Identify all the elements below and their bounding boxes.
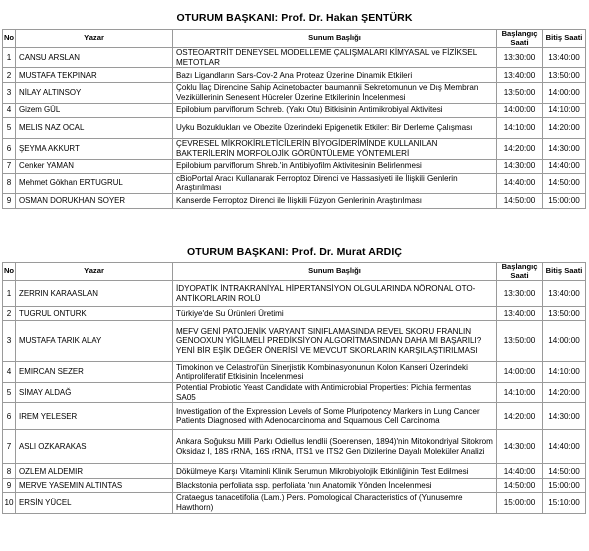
table-row	[3, 159, 586, 173]
header-topic: Sunum Başlığı	[173, 30, 497, 48]
author-name: ZERRIN KARAASLAN	[16, 281, 173, 307]
start-time: 14:30:00	[497, 159, 543, 173]
end-time: 14:40:00	[543, 430, 586, 464]
presentation-title: Çoklu İlaç Direncine Sahip Acinetobacter baumannii Sekretomunun ve Dış Membran Veziküllerinin Senesent Hücreler Üzerine Etkilerinin İncelenmesi	[173, 83, 497, 103]
table-row	[3, 403, 586, 430]
session-2-table	[2, 262, 586, 514]
end-time: 15:00:00	[543, 193, 586, 208]
table-row	[3, 173, 586, 193]
end-time: 13:50:00	[543, 307, 586, 321]
author-name: NİLAY ALTINSOY	[16, 83, 173, 103]
presentation-title: İDYOPATİK İNTRAKRANİYAL HİPERTANSİYON OLGULARINDA NÖRONAL OTO-ANTİKORLARIN ROLÜ	[173, 281, 497, 307]
author-name: OSMAN DORUKHAN SOYER	[16, 193, 173, 208]
table-row	[3, 321, 586, 362]
presentation-title: MEFV GENİ PATOJENİK VARYANT SINIFLAMASINDA REVEL SKORU FRANLIN GENOOXUN YİĞİLMELİ PREDİKSİYON ALGORİTMASINDAN DAHA MI BAŞARILI? YENİ BİR EŞİK DEĞER ÖNERİSİ VE MEVCUT SKORLARIN KARŞILAŞTIRILMASI	[173, 321, 497, 362]
row-number: 2	[3, 307, 16, 321]
row-number: 9	[3, 479, 16, 493]
table-row	[3, 307, 586, 321]
header-author: Yazar	[16, 263, 173, 281]
table-row	[3, 138, 586, 159]
header-end: Bitiş Saati	[543, 30, 586, 48]
presentation-title: Bazı Ligandların Sars-Cov-2 Ana Proteaz Üzerine Dinamik Etkileri	[173, 68, 497, 83]
end-time: 14:30:00	[543, 403, 586, 430]
start-time: 13:40:00	[497, 307, 543, 321]
row-number: 6	[3, 403, 16, 430]
author-name: MUSTAFA TARIK ALAY	[16, 321, 173, 362]
author-name: Gizem GÜL	[16, 103, 173, 117]
start-time: 14:40:00	[497, 464, 543, 479]
end-time: 15:10:00	[543, 493, 586, 513]
row-number: 4	[3, 103, 16, 117]
author-name: IREM YELESER	[16, 403, 173, 430]
row-number: 5	[3, 383, 16, 403]
row-number: 7	[3, 430, 16, 464]
presentation-title: Türkiye'de Su Ürünleri Üretimi	[173, 307, 497, 321]
author-name: SİMAY ALDAĞ	[16, 383, 173, 403]
start-time: 14:10:00	[497, 383, 543, 403]
presentation-title: Uyku Bozuklukları ve Obezite Üzerindeki Epigenetik Etkiler: Bir Derleme Çalışması	[173, 117, 497, 138]
start-time: 13:30:00	[497, 48, 543, 68]
table-row	[3, 193, 586, 208]
presentation-title: Epilobium parviflorum Schreb. (Yakı Otu) Bitkisinin Antimikrobiyal Aktivitesi	[173, 103, 497, 117]
end-time: 14:20:00	[543, 117, 586, 138]
header-author: Yazar	[16, 30, 173, 48]
session-1-title: OTURUM BAŞKANI: Prof. Dr. Hakan ŞENTÜRK	[176, 12, 413, 24]
row-number: 1	[3, 48, 16, 68]
table-row	[3, 430, 586, 464]
author-name: OZLEM ALDEMIR	[16, 464, 173, 479]
table-row	[3, 281, 586, 307]
author-name: Cenker YAMAN	[16, 159, 173, 173]
row-number: 3	[3, 83, 16, 103]
presentation-title: Dökülmeye Karşı Vitaminli Klinik Serumun Mikrobiyolojik Etkinliğinin Test Edilmesi	[173, 464, 497, 479]
row-number: 4	[3, 362, 16, 383]
table-row	[3, 117, 586, 138]
end-time: 14:10:00	[543, 103, 586, 117]
row-number: 10	[3, 493, 16, 513]
row-number: 5	[3, 117, 16, 138]
row-number: 8	[3, 464, 16, 479]
end-time: 14:00:00	[543, 321, 586, 362]
author-name: ASLI OZKARAKAS	[16, 430, 173, 464]
row-number: 9	[3, 193, 16, 208]
table-row	[3, 83, 586, 103]
author-name: MERVE YASEMIN ALTINTAS	[16, 479, 173, 493]
presentation-title: Epilobium parviflorum Shreb.'in Antibiyofilm Aktivitesinin Belirlenmesi	[173, 159, 497, 173]
presentation-title: ÇEVRESEL MİKROKİRLETİCİLERİN BİYOGİDERİMİNDE KULLANILAN BAKTERİLERİN MORFOLOJİK GÖRÜNTÜLEME YÖNTEMLERİ	[173, 138, 497, 159]
author-name: Mehmet Gökhan ERTUGRUL	[16, 173, 173, 193]
table-row	[3, 479, 586, 493]
table-row	[3, 48, 586, 68]
end-time: 14:30:00	[543, 138, 586, 159]
row-number: 2	[3, 68, 16, 83]
start-time: 14:50:00	[497, 193, 543, 208]
table-row	[3, 493, 586, 513]
start-time: 14:30:00	[497, 430, 543, 464]
table-row	[3, 464, 586, 479]
author-name: ERSİN YÜCEL	[16, 493, 173, 513]
end-time: 14:40:00	[543, 159, 586, 173]
author-name: MELIS NAZ OCAL	[16, 117, 173, 138]
table-row	[3, 383, 586, 403]
row-number: 3	[3, 321, 16, 362]
start-time: 14:50:00	[497, 479, 543, 493]
header-topic: Sunum Başlığı	[173, 263, 497, 281]
row-number: 7	[3, 159, 16, 173]
end-time: 13:40:00	[543, 48, 586, 68]
start-time: 14:20:00	[497, 403, 543, 430]
end-time: 15:00:00	[543, 479, 586, 493]
end-time: 13:50:00	[543, 68, 586, 83]
start-time: 15:00:00	[497, 493, 543, 513]
end-time: 13:40:00	[543, 281, 586, 307]
session-1-table	[2, 29, 586, 209]
start-time: 13:30:00	[497, 281, 543, 307]
presentation-title: Potential Probiotic Yeast Candidate with Antimicrobial Properties: Pichia fermentas SA05	[173, 383, 497, 403]
author-name: MUSTAFA TEKPINAR	[16, 68, 173, 83]
session-2-title: OTURUM BAŞKANI: Prof. Dr. Murat ARDIÇ	[186, 246, 403, 258]
start-time: 14:40:00	[497, 173, 543, 193]
start-time: 13:50:00	[497, 321, 543, 362]
header-start: Başlangıç Saati	[497, 30, 543, 48]
start-time: 13:40:00	[497, 68, 543, 83]
author-name: EMIRCAN SEZER	[16, 362, 173, 383]
author-name: ŞEYMA AKKURT	[16, 138, 173, 159]
start-time: 14:10:00	[497, 117, 543, 138]
table-row	[3, 103, 586, 117]
presentation-title: Crataegus tanacetifolia (Lam.) Pers. Pomological Characteristics of (Yunusemre Hawthorn)	[173, 493, 497, 513]
start-time: 13:50:00	[497, 83, 543, 103]
header-end: Bitiş Saati	[543, 263, 586, 281]
row-number: 8	[3, 173, 16, 193]
presentation-title: Ankara Soğuksu Milli Parkı Odiellus lendlii (Soerensen, 1894)'nin Mitokondriyal Sitokrom Oksidaz I, 18S rRNA, 16S rRNA, ITS1 ve ITS2 Gen Dizilerine Dayalı Moleküler Analizi	[173, 430, 497, 464]
table-row	[3, 362, 586, 383]
presentation-title: Investigation of the Expression Levels of Some Pluripotency Markers in Lung Cancer Patients Diagnosed with Adenocarcinoma and Squamous Cell Carcinoma	[173, 403, 497, 430]
end-time: 14:50:00	[543, 464, 586, 479]
header-start: Başlangıç Saati	[497, 263, 543, 281]
start-time: 14:00:00	[497, 103, 543, 117]
presentation-title: Blackstonia perfoliata ssp. perfoliata 'nın Anatomik Yönden İncelenmesi	[173, 479, 497, 493]
end-time: 14:20:00	[543, 383, 586, 403]
author-name: CANSU ARSLAN	[16, 48, 173, 68]
presentation-title: Kanserde Ferroptoz Direnci ile İlişkili Füzyon Genlerinin Araştırılması	[173, 193, 497, 208]
header-no: No	[3, 30, 16, 48]
header-no: No	[3, 263, 16, 281]
presentation-title: Timokinon ve Celastrol'ün Sinerjistik Kombinasyonunun Kolon Kanseri Üzerindeki Antiproliferatif Etkisinin İncelenmesi	[173, 362, 497, 383]
table-row	[3, 68, 586, 83]
author-name: TUGRUL ONTURK	[16, 307, 173, 321]
start-time: 14:00:00	[497, 362, 543, 383]
end-time: 14:50:00	[543, 173, 586, 193]
end-time: 14:00:00	[543, 83, 586, 103]
row-number: 1	[3, 281, 16, 307]
presentation-title: cBioPortal Aracı Kullanarak Ferroptoz Direnci ve Hassasiyeti ile İlişkili Genlerin Araştırılması	[173, 173, 497, 193]
start-time: 14:20:00	[497, 138, 543, 159]
row-number: 6	[3, 138, 16, 159]
end-time: 14:10:00	[543, 362, 586, 383]
presentation-title: OSTEOARTRİT DENEYSEL MODELLEME ÇALIŞMALARI KİMYASAL ve FİZİKSEL METOTLAR	[173, 48, 497, 68]
